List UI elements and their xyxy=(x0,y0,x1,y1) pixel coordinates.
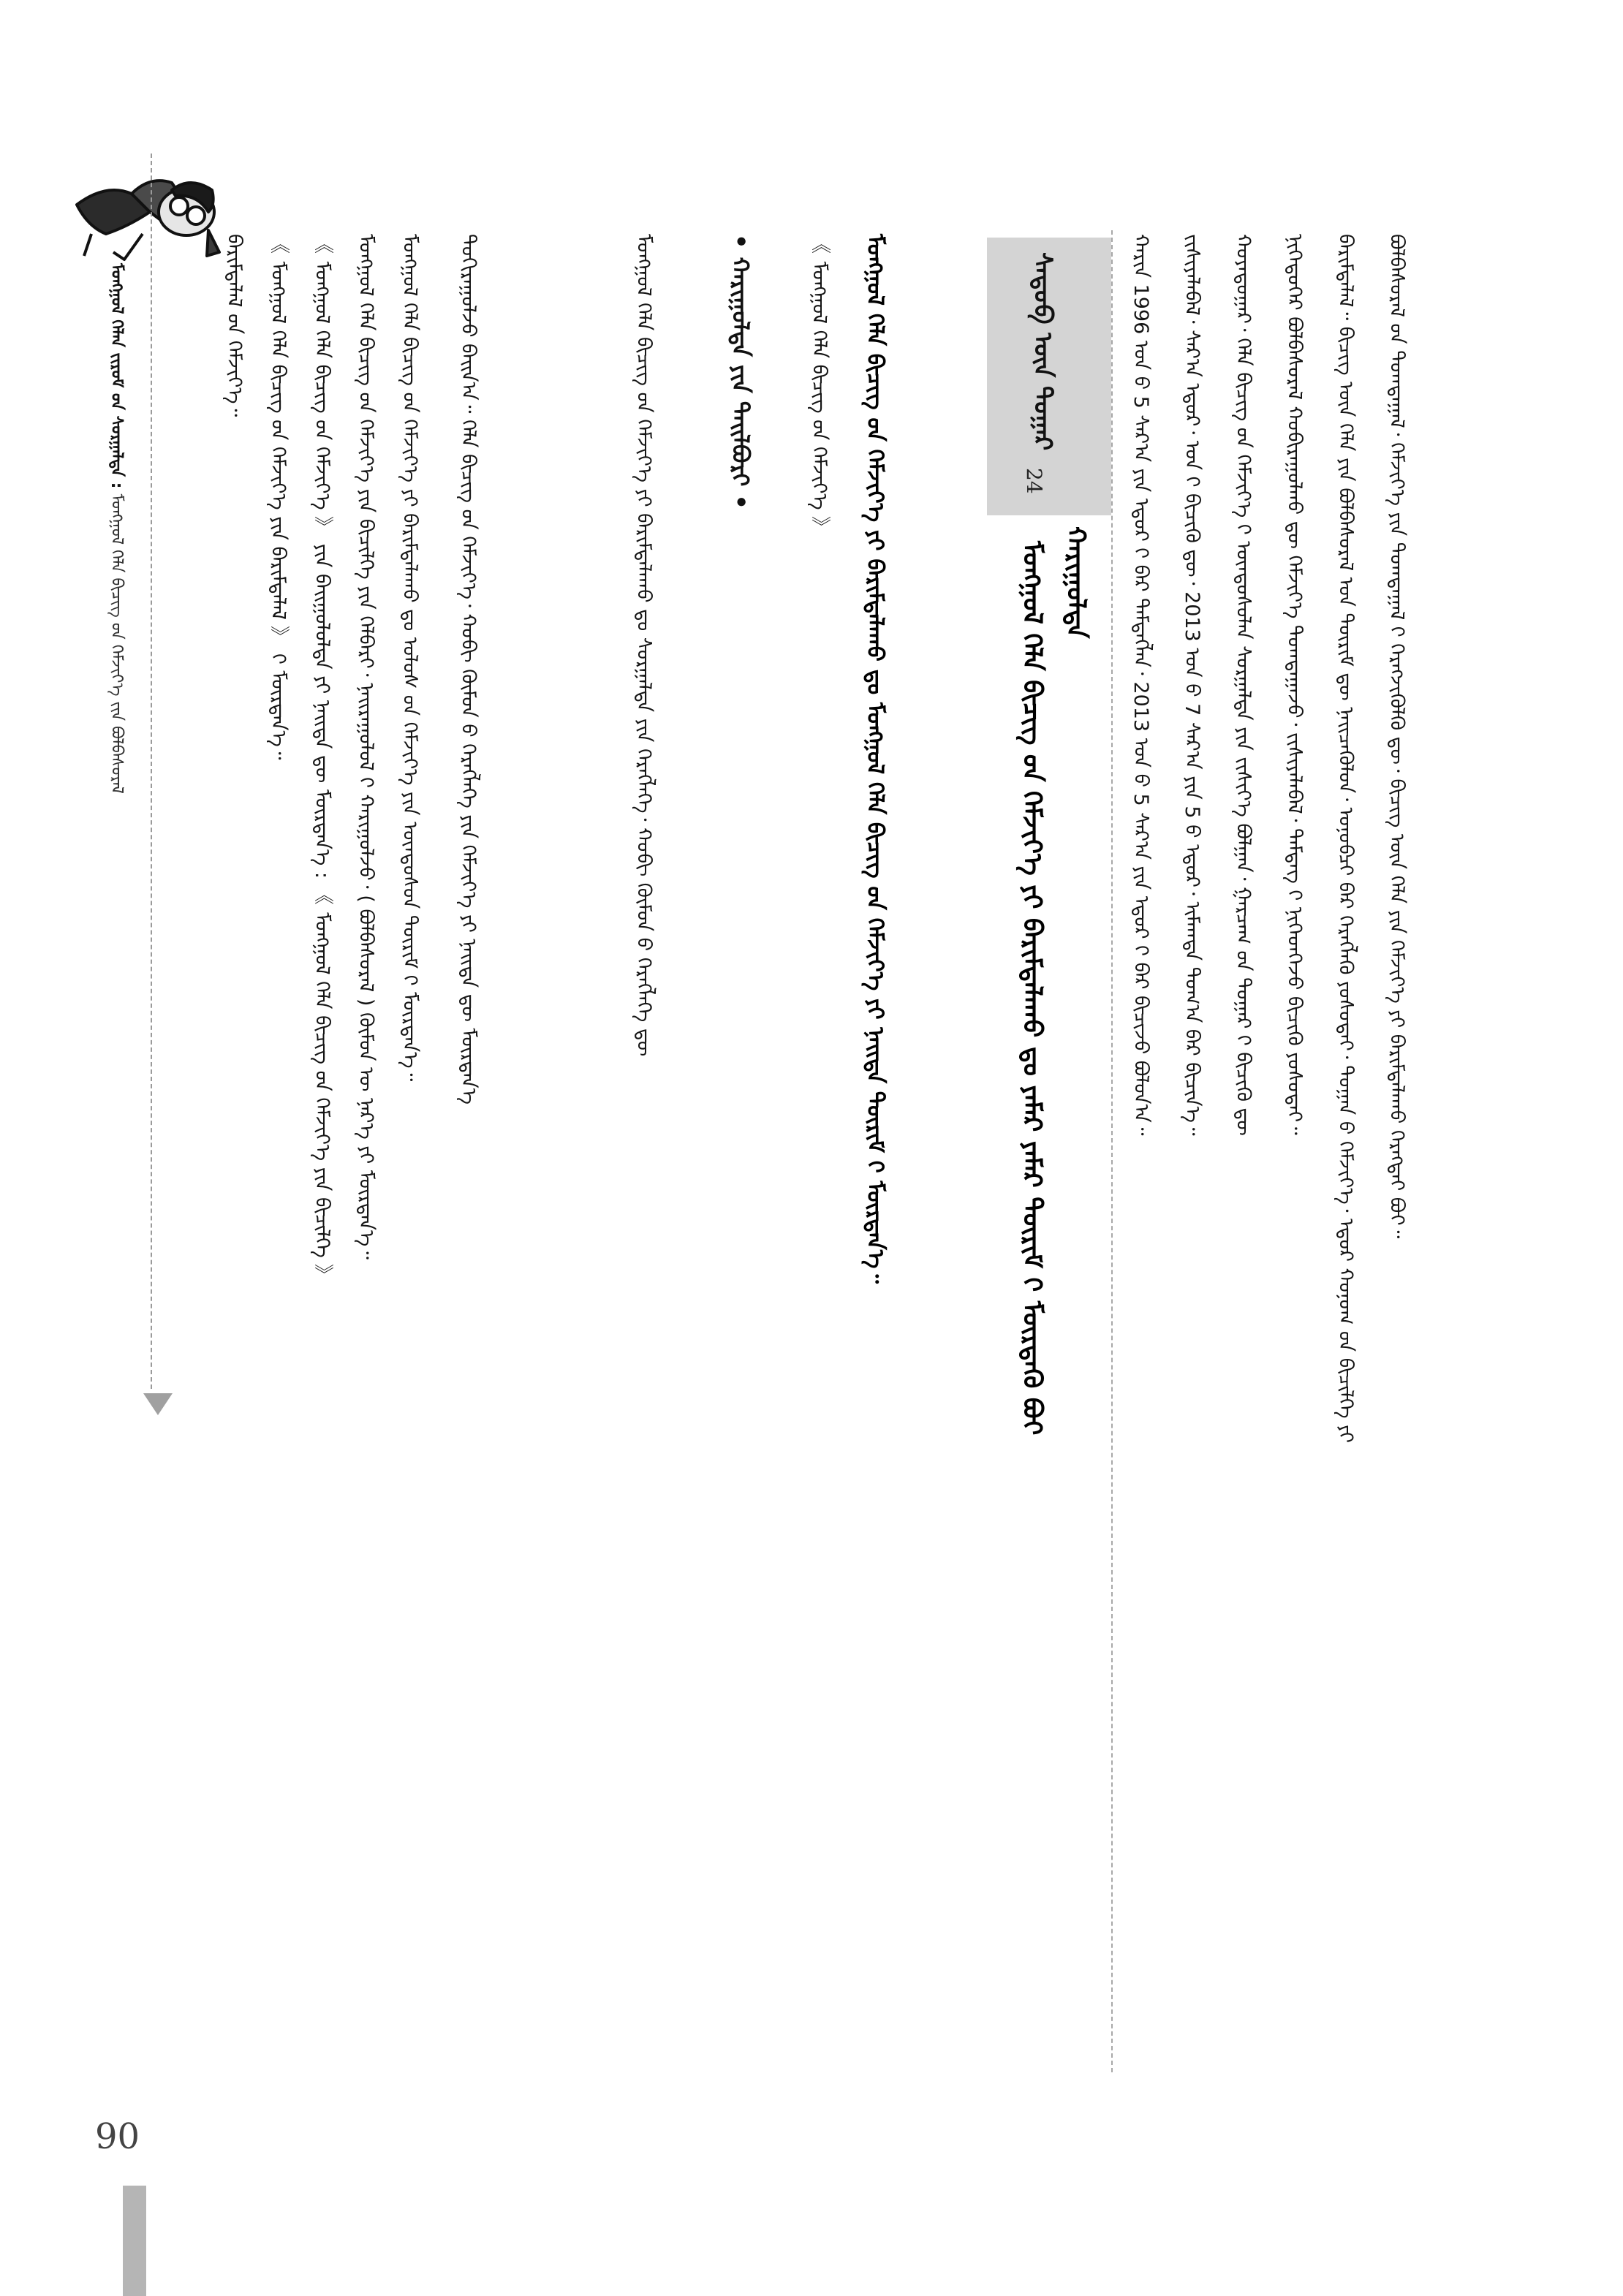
section-heading-line-1: ᠮᠣᠩᠭᠣᠯ ᠬᠡᠯᠡ ᠪᠢᠴᠢᠭ ᠤ᠋ᠨ ᠬᠡᠮᠵᠢᠶ᠎ᠡ ᠶᠢ ᠪᠠᠷᠢᠮᠲᠠᠯᠠᠬᠤ ᠳᠤ ᠶᠠᠮᠠᠷ ᠶᠠᠮᠠᠷ ᠳᠦᠷᠢᠮ ᠢ᠋ ᠮᠥᠷᠳᠡᠬᠦ ᠪᠤᠢ xyxy=(1017,541,1047,1436)
paragraph-line-5: 《 ᠮᠣᠩᠭᠣᠯ ᠬᠡᠯᠡ ᠪᠢᠴᠢᠭ ᠤ᠋ᠨ ᠬᠡᠮᠵᠢᠶ᠎ᠡ 》 ᠶᠢᠨ ᠪᠠᠢᠭᠤᠯᠤᠯᠲᠠ ᠶᠢ ᠨᠡᠢᠲᠡ ᠳᠦ ᠮᠥᠷᠳᠡᠨ᠎ᠡ : 《 ᠮᠣᠩᠭᠣᠯ ᠬᠡᠯᠡ ᠪᠢᠴᠢᠭ ᠤ᠋ᠨ ᠬᠡᠮᠵᠢᠶ᠎ᠡ ᠶᠢᠨ ᠪᠢᠴᠢᠯᠭᠡ 》 xyxy=(311,234,333,1285)
subheading-bullet: • ᠬᠠᠷᠢᠭᠤᠯᠲᠠ ᠶᠢᠨ ᠲᠠᠢᠯᠪᠤᠷᠢ • xyxy=(727,234,754,509)
margin-dashed-rule xyxy=(151,154,152,1389)
page-edge-tab xyxy=(123,2186,146,2296)
top-line-4: ᠬᠣᠶᠠᠳᠤᠭᠠᠷ᠂ ᠬᠡᠯᠡ ᠪᠢᠴᠢᠭ ᠤ᠋ᠨ ᠬᠡᠮᠵᠢᠶ᠎ᠡ ᠢ᠋ ᠦᠨᠳᠦᠰᠦᠯᠡᠨ ᠰᠤᠷᠭᠠᠯᠲᠠ ᠶᠢᠨ ᠵᠢᠱᠢᠶ᠎ᠡ ᠪᠣᠯᠭᠠᠨ᠂ ᠭᠠᠷᠴᠠᠭ ᠤ᠋ᠨ ᠳᠤᠭᠠᠷ ᠢ᠋ ᠪᠢᠴᠢᠬᠦ ᠳᠦ xyxy=(1232,234,1255,1136)
top-line-2: ᠪᠠᠷᠢᠮᠲᠠᠯᠠᠯ᠃ ᠪᠢᠴᠢᠭ ᠦᠨ ᠬᠡᠯᠡ ᠶᠢᠨ ᠪᠣᠯᠪᠠᠰᠤᠷᠠᠯ ᠤᠨ ᠳᠦᠷᠢᠮ ᠳᠦ ᠨᠡᠢᠴᠡᠭᠦᠯᠦᠨ᠂ ᠤᠨᠤᠪᠴᠢ ᠪᠠᠷ ᠬᠡᠷᠡᠭᠯᠡᠬᠦ ᠶᠣᠰᠣᠲᠠᠢ᠂ ᠲᠣᠭᠠᠨ ᠤ᠋ ᠬᠡᠮᠵᠢᠶ᠎ᠡ᠂ ᠡᠳᠦᠷ ᠬᠣᠨᠣᠭ ᠤ᠋ᠨ ᠪᠢᠴᠢᠯᠭᠡ ᠶᠢ xyxy=(1334,234,1357,1443)
top-line-6: ᠬᠠᠷᠢᠨ 1996 ᠣᠨ ᠤ᠋ 5 ᠰᠠᠷ᠎ᠠ ᠶᠢᠨ ᠡᠳᠦᠷ ᠢ᠋ ᠪᠠᠷ ᠲᠡᠮᠳᠡᠭᠯᠡᠨ᠂ 2013 ᠣᠨ ᠤ᠋ 5 ᠰᠠᠷ᠎ᠠ ᠶᠢᠨ ᠡᠳᠦᠷ ᠢ᠋ ᠪᠠᠷ ᠪᠢᠴᠢᠵᠦ ᠪᠣᠯᠣᠨ᠎ᠠ᠃ xyxy=(1130,234,1152,1136)
section-label-box xyxy=(987,238,1111,515)
mascot-icon xyxy=(62,124,230,270)
reference-line: 《 ᠮᠣᠩᠭᠣᠯ ᠬᠡᠯᠡ ᠪᠢᠴᠢᠭ ᠤ᠋ᠨ ᠬᠡᠮᠵᠢᠶ᠎ᠡ 》 xyxy=(808,234,831,537)
section-heading-line-2: ᠬᠠᠷᠢᠭᠤᠯᠲᠠ xyxy=(1061,526,1091,639)
page-number: 90 xyxy=(95,2116,140,2157)
running-header-text: ᠮᠣᠩᠭᠣᠯ ᠬᠡᠯᠡ ᠪᠢᠴᠢᠭ ᠤ᠋ᠨ ᠬᠡᠮᠵᠢᠶ᠎ᠡ ᠵᠢᠨ ᠪᠣᠯᠪᠠᠰᠤᠷᠠᠯ xyxy=(107,493,126,794)
top-line-5: ᠵᠢᠱᠢᠶᠡᠯᠡᠪᠡᠯ᠂ ᠰᠠᠷ᠎ᠠ ᠡᠳᠦᠷ᠂ ᠣᠨ ᠢ᠋ ᠪᠢᠴᠢᠬᠦ ᠳᠦ᠂ 2013 ᠣᠨ ᠤ᠋ 7 ᠰᠠᠷ᠎ᠠ ᠶᠢᠨ 5 ᠤ᠋ ᠡᠳᠦᠷ᠂ ᠢᠮᠠᠭᠲᠠ ᠲᠣᠭ᠎ᠠ ᠪᠠᠷ ᠪᠢᠴᠢᠨ᠎ᠡ᠃ xyxy=(1181,234,1203,1136)
paragraph-line-3: ᠮᠣᠩᠭᠣᠯ ᠬᠡᠯᠡ ᠪᠢᠴᠢᠭ ᠤ᠋ᠨ ᠬᠡᠮᠵᠢᠶ᠎ᠡ ᠶᠢ ᠪᠠᠷᠢᠮᠲᠠᠯᠠᠬᠤ ᠳᠤ ᠤᠯᠤᠰ ᠤ᠋ᠨ ᠬᠡᠮᠵᠢᠶ᠎ᠡ ᠶᠢᠨ ᠦᠨᠳᠦᠰᠦᠨ ᠳᠦᠷᠢᠮ ᠢ᠋ ᠮᠥᠷᠳᠡᠨ᠎ᠡ᠃ xyxy=(398,234,421,1082)
paragraph-line-2: ᠲᠣᠬᠢᠷᠠᠭᠤᠯᠵᠤ ᠪᠠᠢᠨ᠎ᠠ᠃ ᠬᠡᠯᠡ ᠪᠢᠴᠢᠭ ᠤ᠋ᠨ ᠬᠡᠮᠵᠢᠶ᠎ᠡ᠂ ᠬᠤᠪᠢ ᠬᠦᠮᠦᠨ ᠤ᠋ ᠬᠡᠷᠡᠭᠯᠡᠭᠡ ᠶᠢᠨ ᠬᠡᠮᠵᠢᠶ᠎ᠡ ᠶᠢ ᠨᠡᠢᠲᠡ ᠳᠦ ᠮᠥᠷᠳᠡᠨ᠎ᠡ xyxy=(457,234,480,1105)
margin-triangle-marker xyxy=(143,1393,173,1415)
section-dashed-rule xyxy=(1111,230,1113,2072)
top-line-3: ᠨᠢᠭᠡᠳᠦᠭᠡᠷ ᠪᠣᠯᠪᠠᠰᠤᠷᠠᠯ ᠬᠤᠪᠢᠷᠠᠭᠤᠯᠬᠤ ᠳᠦ ᠬᠡᠮᠵᠢᠶ᠎ᠡ ᠲᠣᠭᠲᠠᠭᠠᠵᠤ᠂ ᠵᠢᠱᠢᠶᠡᠯᠡᠪᠡᠯ᠂ ᠲᠡᠮᠳᠡᠭ ᠢ᠋ ᠨᠢᠭᠡᠳᠭᠡᠵᠦ ᠪᠢᠴᠢᠬᠦ ᠶᠣᠰᠣᠲᠠᠢ᠃ xyxy=(1283,234,1306,1135)
mascot-illustration xyxy=(62,124,230,270)
top-line-1: ᠪᠣᠯᠪᠠᠰᠤᠷᠠᠯ ᠤ᠋ᠨ ᠲᠣᠭᠲᠠᠭᠠᠯ᠂ ᠬᠡᠮᠵᠢᠶ᠎ᠡ ᠶᠢᠨ ᠲᠣᠭᠲᠠᠭᠠᠯ ᠢ᠋ ᠬᠡᠷᠡᠭᠵᠢᠭᠦᠯᠬᠦ ᠳᠦ᠂ ᠪᠢᠴᠢᠭ ᠦᠨ ᠬᠡᠯᠡ ᠶᠢᠨ ᠬᠡᠮᠵᠢᠶ᠎ᠡ ᠶᠢ ᠪᠠᠷᠢᠮᠲᠠᠯᠠᠬᠤ ᠬᠡᠷᠡᠭᠲᠡᠢ ᠪᠤᠢ᠃ xyxy=(1385,234,1408,1239)
paragraph-line-6: 《 ᠮᠣᠩᠭᠣᠯ ᠬᠡᠯᠡ ᠪᠢᠴᠢᠭ ᠤ᠋ᠨ ᠬᠡᠮᠵᠢᠶ᠎ᠡ ᠶᠢᠨ ᠪᠠᠷᠢᠮᠲᠠᠯᠠᠯ 》 ᠢ᠋ ᠮᠥᠷᠳᠡᠨ᠎ᠡ᠃ xyxy=(267,234,290,760)
paragraph-line-4: ᠮᠣᠩᠭᠣᠯ ᠬᠡᠯᠡ ᠪᠢᠴᠢᠭ ᠤ᠋ᠨ ᠬᠡᠮᠵᠢᠶ᠎ᠡ ᠶᠢᠨ ᠪᠢᠴᠢᠯᠭᠡ ᠶᠢᠨ ᠬᠡᠯᠪᠡᠷᠢ᠂ ᠨᠠᠢᠷᠠᠭᠤᠯᠤᠯ ᠢ᠋ ᠬᠠᠷᠢᠭᠤᠯᠵᠤ᠂ ( ᠪᠣᠯᠪᠠᠰᠤᠷᠠᠯ ) ᠬᠦᠮᠦᠨ ᠦ ᠨᠡᠷ᠎ᠡ ᠶᠢ ᠮᠥᠷᠳᠡᠨ᠎ᠡ᠃ xyxy=(355,234,377,1259)
running-header xyxy=(102,263,130,794)
section-tab-label: ᠰᠡᠳᠦᠪ ᠦᠨ ᠳᠤᠭᠠᠷ xyxy=(1028,252,1057,451)
paragraph-line-1: ᠮᠣᠩᠭᠣᠯ ᠬᠡᠯᠡ ᠪᠢᠴᠢᠭ ᠤ᠋ᠨ ᠬᠡᠮᠵᠢᠶ᠎ᠡ ᠶᠢ ᠪᠠᠷᠢᠮᠲᠠᠯᠠᠬᠤ ᠳᠤ ᠰᠤᠷᠭᠠᠯᠲᠠ ᠶᠢᠨ ᠬᠡᠷᠡᠭᠯᠡᠭᠡ᠂ ᠬᠤᠪᠢ ᠬᠦᠮᠦᠨ ᠤ᠋ ᠬᠡᠷᠡᠭᠯᠡᠭᠡ ᠳᠦ xyxy=(632,234,655,1057)
answer-line: ᠮᠣᠩᠭᠣᠯ ᠬᠡᠯᠡ ᠪᠢᠴᠢᠭ ᠤ᠋ᠨ ᠬᠡᠮᠵᠢᠶ᠎ᠡ ᠶᠢ ᠪᠠᠷᠢᠮᠲᠠᠯᠠᠬᠤ ᠳᠤ ᠮᠣᠩᠭᠣᠯ ᠬᠡᠯᠡ ᠪᠢᠴᠢᠭ ᠤ᠋ᠨ ᠬᠡᠮᠵᠢᠶ᠎ᠡ ᠶᠢ ᠨᠡᠢᠲᠡ ᠳᠦᠷᠢᠮ ᠢ᠋ ᠮᠥᠷᠳᠡᠨ᠎ᠡ᠃ xyxy=(862,234,888,1284)
section-number: 24 xyxy=(1022,468,1046,494)
running-header-lead: ᠮᠣᠩᠭᠣᠯ ᠬᠡᠯᠡᠨ ᠵᠢᠷᠤᠮ ᠤ᠋ᠨ ᠰᠤᠷᠭᠠᠯᠲᠠ : xyxy=(107,263,126,489)
paragraph-line-7: ᠪᠠᠷᠢᠮᠲᠠᠯᠠᠯ ᠤ᠋ᠨ ᠬᠡᠮᠵᠢᠶ᠎ᠡ᠃ xyxy=(223,234,246,417)
